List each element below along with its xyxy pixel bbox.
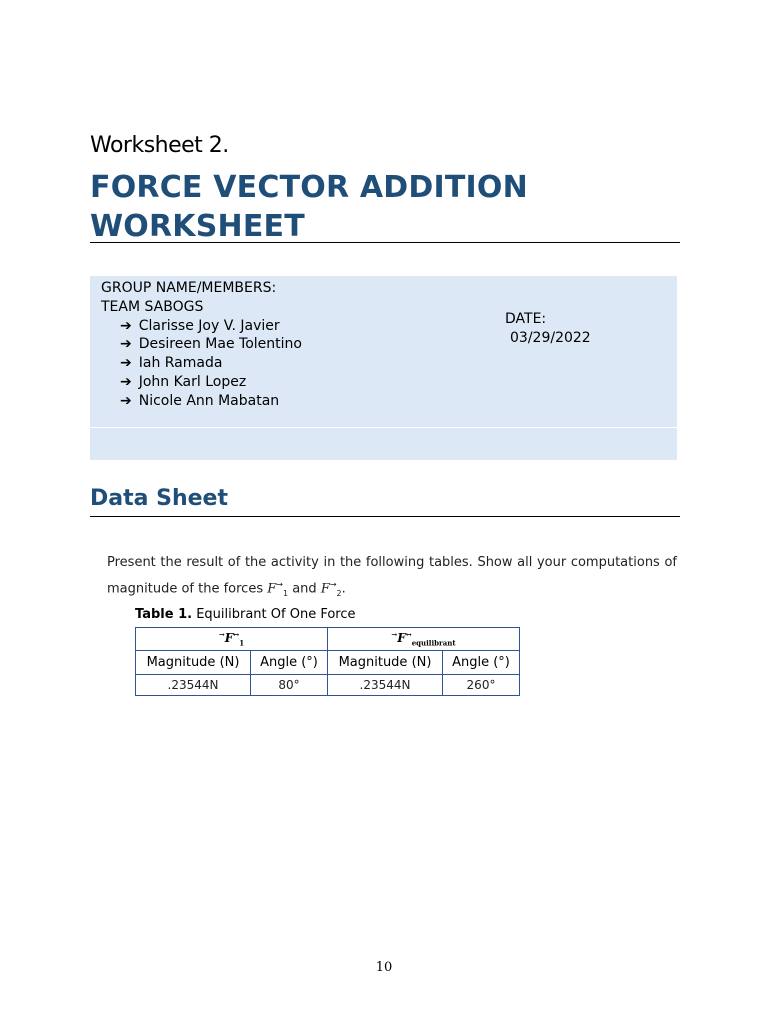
table-caption-number: Table 1. <box>135 607 193 622</box>
arrow-right-icon: ➔ <box>120 336 132 353</box>
table-cell: 260° <box>443 675 520 696</box>
force1-symbol: F <box>267 581 277 597</box>
table-cell: 80° <box>251 675 328 696</box>
worksheet-label: Worksheet 2. <box>90 133 229 158</box>
page-number: 10 <box>375 960 393 975</box>
and-text: and <box>292 581 317 597</box>
force1-subscript: 1 <box>282 588 289 598</box>
member-name: Clarisse Joy V. Javier <box>138 317 280 334</box>
table-column-header-row <box>136 651 520 675</box>
column-header: Angle (°) <box>443 651 520 675</box>
member-name: John Karl Lopez <box>138 374 247 390</box>
arrow-right-icon: ➔ <box>120 317 132 334</box>
period: . <box>341 581 346 597</box>
member-name: Iah Ramada <box>138 355 223 372</box>
date-label: DATE: <box>505 311 547 327</box>
instruction-paragraph: Present the result of the activity in the following tables. Show all your computations of magnitude of the forces $F^\to_1$ and $F^\to_2$. <box>107 555 677 598</box>
member-name: Desireen Mae Tolentino <box>138 336 302 353</box>
title-line-2: WORKSHEET <box>90 209 305 244</box>
member-item <box>120 354 222 373</box>
group-label: GROUP NAME/MEMBERS: <box>101 280 277 296</box>
force2-subscript: 2 <box>336 588 342 598</box>
title-divider <box>90 242 680 243</box>
title-line-1: FORCE VECTOR ADDITION <box>90 170 528 205</box>
section-divider <box>90 516 680 517</box>
member-name: Nicole Ann Mabatan <box>138 392 280 409</box>
member-item <box>120 335 302 354</box>
equilibrant-group-header: $^\to F^\leftrightarrow_{equilibrant}$ <box>328 628 520 651</box>
column-header: Magnitude (N) <box>136 651 251 675</box>
column-header: Angle (°) <box>251 651 328 675</box>
info-box-divider <box>90 427 677 428</box>
member-item <box>120 317 280 336</box>
force1-group-header: $^\to F^\leftrightarrow_1$ <box>136 628 328 651</box>
table-caption <box>135 607 356 622</box>
member-item <box>120 392 279 411</box>
table-cell: .23544N <box>136 675 251 696</box>
equilibrant-table <box>135 627 520 696</box>
page-title <box>90 168 528 246</box>
table-row <box>136 675 520 696</box>
group-heading <box>101 279 276 317</box>
table-cell: .23544N <box>328 675 443 696</box>
table-caption-text: Equilibrant Of One Force <box>196 607 356 622</box>
date-value: 03/29/2022 <box>510 330 591 346</box>
arrow-right-icon: ➔ <box>120 392 132 409</box>
table-group-header-row <box>136 628 520 651</box>
team-name: TEAM SABOGS <box>101 298 204 315</box>
instruction-text: Present the result of the activity in the following tables. Show all your computations of magnitude of the forces <box>107 555 677 597</box>
data-sheet-heading: Data Sheet <box>90 486 228 511</box>
column-header: Magnitude (N) <box>328 651 443 675</box>
arrow-right-icon: ➔ <box>120 355 132 372</box>
force2-symbol: F <box>320 581 330 597</box>
member-item <box>120 373 246 392</box>
arrow-right-icon: ➔ <box>120 374 132 390</box>
